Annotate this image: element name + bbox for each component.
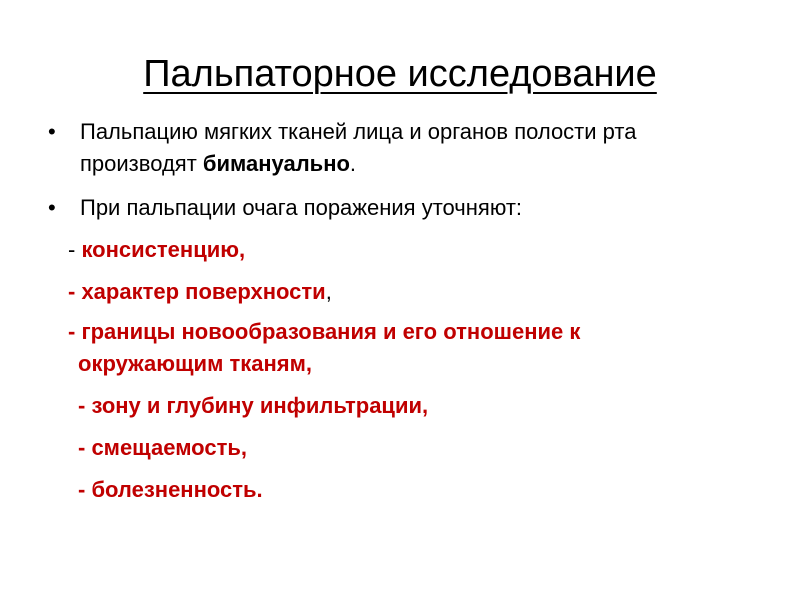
bullet-marker: • xyxy=(48,119,56,144)
list-item-consistency xyxy=(68,234,245,266)
list-punct: , xyxy=(325,279,332,304)
list-item-borders xyxy=(68,316,728,380)
bullet-text: При пальпации очага поражения уточняют: xyxy=(80,195,523,220)
list-text: - болезненность. xyxy=(78,477,263,502)
list-item-surface xyxy=(68,276,332,308)
bullet-item-bimanual xyxy=(48,116,748,180)
bullet-marker: • xyxy=(48,195,56,220)
list-item-tenderness xyxy=(78,474,263,506)
bullet-item-palpation xyxy=(48,192,748,224)
bullet-text-after: . xyxy=(349,151,357,176)
slide-title: Пальпаторное исследование xyxy=(143,53,657,95)
list-text-line1: - границы новообразования и его отношение к xyxy=(68,319,581,344)
bullet-bold-term: бимануально xyxy=(202,151,350,176)
bullet-text-before: Пальпацию мягких тканей лица и органов полости рта производят xyxy=(80,119,637,176)
list-text: консистенцию, xyxy=(81,237,246,262)
list-text: - зону и глубину инфильтрации, xyxy=(78,393,429,418)
list-dash: - xyxy=(68,237,82,262)
list-item-mobility xyxy=(78,432,247,464)
list-text: - характер поверхности xyxy=(68,279,326,304)
list-text-line2: окружающим тканям, xyxy=(78,351,312,376)
list-text: - смещаемость, xyxy=(78,435,247,460)
list-item-infiltration xyxy=(78,390,428,422)
bullet-text xyxy=(80,116,748,180)
